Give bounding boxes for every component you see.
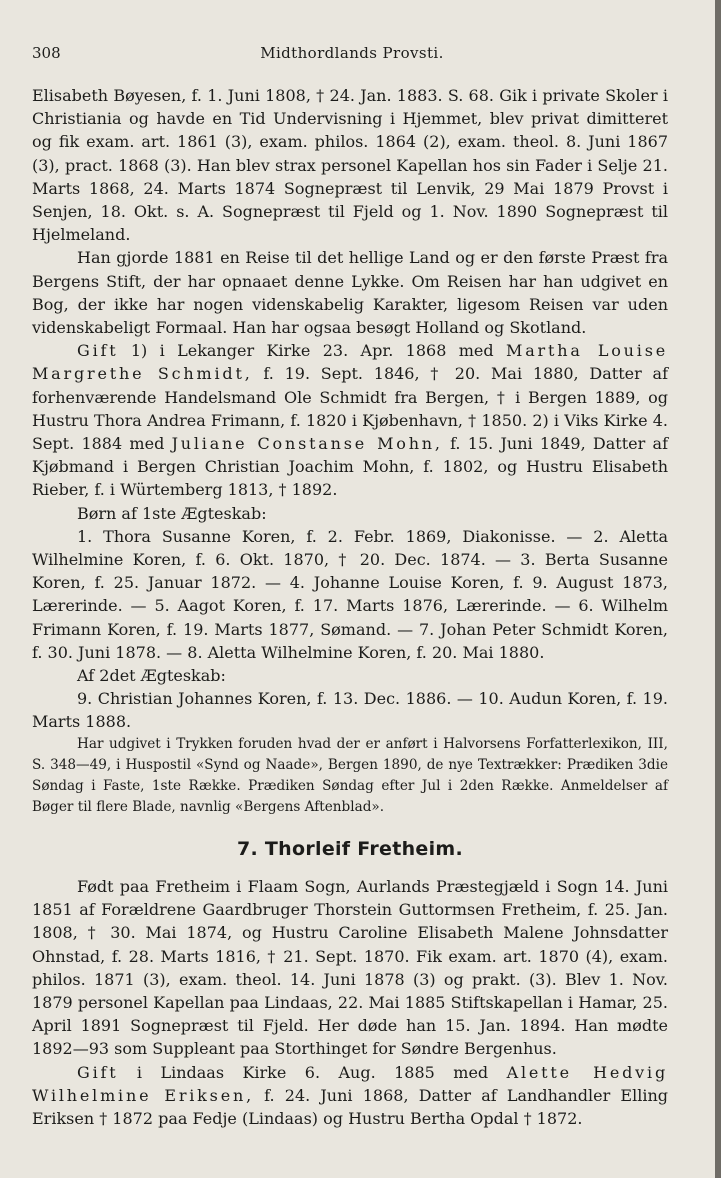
fretheim-biography: Født paa Fretheim i Flaam Sogn, Aurlands Præstegjæld i Sogn 14. Juni 1851 af Forældrene Gaardbruger Thorstein Guttormsen Fretheim, f. 25. Jan. 1808, † 30. Mai 1874, og Hustru Caroline Elisabeth Malene Johnsdatter Ohnstad, f. 28. Marts 1816, † 21. Sept. 1870. Fik exam. art. 1870 (4), exam. philos. 1871 (3), exam. theol. 14. Juni 1878 (3) og prakt. (3). Blev 1. Nov. 1879 personel Kapellan paa Lindaas, 22. Mai 1885 Stiftskapellan i Hamar, 25. April 1891 Sognepræst til Fjeld. Her døde han 15. Jan. 1894. Han mødte 1892—93 som Suppleant paa Storthinget for Søndre Bergenhus. (32, 876, 668, 1059)
children-first-marriage: 1. Thora Susanne Koren, f. 2. Febr. 1869, Diakonisse. — 2. Aletta Wilhelmine Koren, f. 6. Okt. 1870, † 20. Dec. 1874. — 3. Berta Susanne Koren, f. 25. Januar 1872. — 4. Johanne Louise Koren, f. 9. August 1873, Lærerinde. — 5. Aagot Koren, f. 17. Marts 1876, Lærerinde. — 6. Wilhelm Frimann Koren, f. 19. Marts 1877, Sømand. — 7. Johan Peter Schmidt Koren, f. 30. Juni 1878. — 8. Aletta Wilhelmine Koren, f. 20. Mai 1880. (32, 526, 668, 662)
gift-label: Gift (77, 341, 119, 361)
page-body (32, 84, 668, 1130)
page-header (32, 44, 672, 68)
children-first-marriage-heading: Børn af 1ste Ægteskab: (77, 503, 267, 523)
children-second-marriage: 9. Christian Johannes Koren, f. 13. Dec. 1886. — 10. Audun Koren, f. 19. Marts 1888. (32, 689, 668, 732)
marriage-text-a: 1) i Lekanger Kirke 23. Apr. 1868 med (118, 341, 507, 361)
koren-travel: Han gjorde 1881 en Reise til det hellige Land og er den første Præst fra Bergens Stift, der har opnaaet denne Lykke. Om Reisen har han udgivet en Bog, der ikke har nogen videnskabelig Karakter, ligesom Reisen var uden videnskabeligt Formaal. Han har ogsaa besøgt Holland og Skotland. (32, 248, 668, 338)
spouse-name-1: Martha Louise Margrethe Schmidt, (32, 341, 668, 384)
fretheim-marriage (32, 1061, 668, 1131)
koren-biography: Elisabeth Bøyesen, f. 1. Juni 1808, † 24. Jan. 1883. S. 68. Gik i private Skoler i Christiania og havde en Tid Undervisning i Hjemmet, blev privat dimitteret og fik exam. art. 1861 (3), exam. philos. 1864 (2), exam. theol. 8. Juni 1867 (3), pract. 1868 (3). Han blev strax personel Kapellan hos sin Fader i Selje 21. Marts 1868, 24. Marts 1874 Sognepræst til Lenvik, 29 Mai 1879 Provst i Senjen, 18. Okt. s. A. Sognepræst til Fjeld og 1. Nov. 1890 Sognepræst til Hjelmeland. (32, 86, 668, 245)
children-second-marriage-heading: Af 2det Ægteskab: (77, 666, 226, 686)
marriage-text-b: f. 24. Juni 1868, Datter af Landhandler Elling Eriksen † 1872 paa Fedje (Lindaas) og Hustru Bertha Opdal † 1872. (32, 1085, 668, 1128)
page-number: 308 (32, 44, 61, 62)
spouse-name-2: Juliane Constanse Mohn, (171, 434, 443, 454)
section-title: 7. Thorleif Fretheim. (236, 837, 464, 860)
gift-label: Gift (77, 1062, 119, 1082)
koren-marriage (32, 339, 668, 501)
running-head: Midthordlands Provsti. (260, 44, 444, 62)
marriage-text-a: i Lindaas Kirke 6. Aug. 1885 med (118, 1062, 507, 1082)
spouse-name: Alette Hedvig Wilhelmine Eriksen, (32, 1062, 668, 1105)
koren-publications: Har udgivet i Trykken foruden hvad der er anført i Halvorsens Forfatterlexikon, III, S. 348—49, i Huspostil «Synd og Naade», Bergen 1890, de nye Textrækker: Prædiken 3die Søndag i Faste, 1ste Række. Prædiken Søndag efter Jul i 2den Række. Anmeldelser af Bøger til flere Blade, navnlig «Bergens Aftenblad». (32, 735, 668, 815)
marriage-text-c: f. 15. Juni 1849, Datter af Kjøbmand i Bergen Christian Joachim Mohn, f. 1802, og Hustru Elisabeth Rieber, f. i Würtemberg 1813, † 1892. (32, 434, 668, 500)
marriage-text-b: f. 19. Sept. 1846, † 20. Mai 1880, Datter af forhenværende Handelsmand Ole Schmidt fra Bergen, † i Bergen 1889, og Hustru Thora Andrea Frimann, f. 1820 i Kjøbenhavn, † 1850. 2) i Viks Kirke 4. Sept. 1884 med (32, 364, 668, 454)
